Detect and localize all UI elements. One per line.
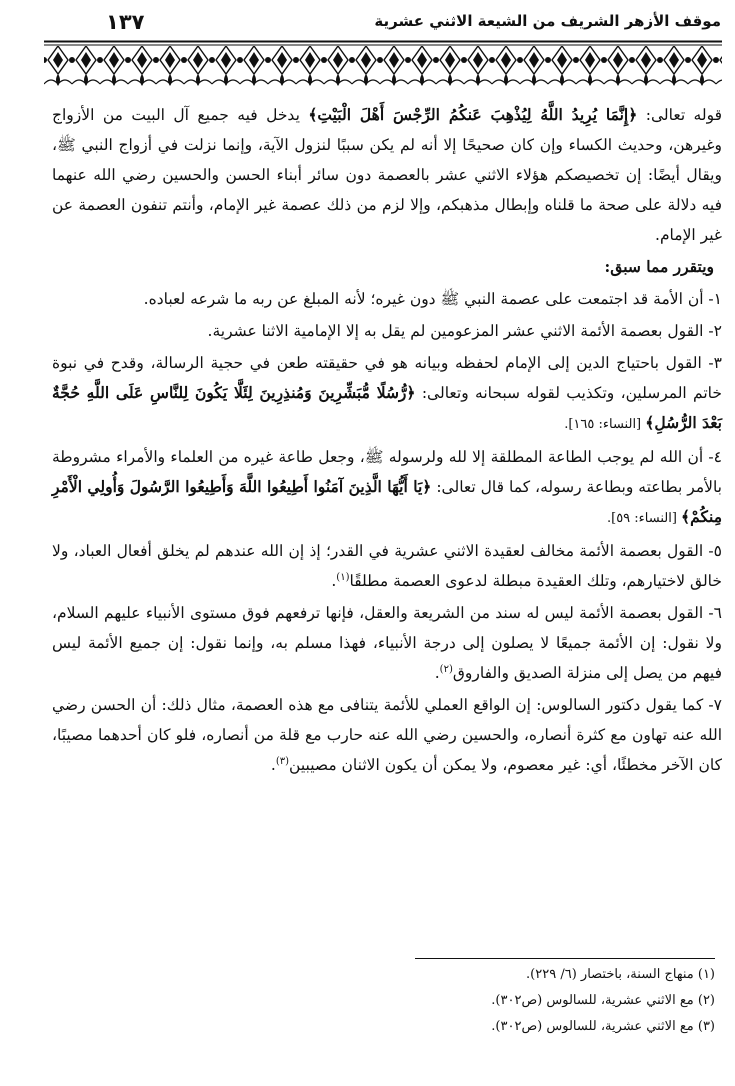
list-item-7 (52, 690, 722, 780)
quran-bracket-open: ﴿ (422, 477, 432, 496)
paragraph-1-text-b: فيه دلالة على صحة ما قلناه وإبطال مذهبكم، وإلا لزم من ذلك عصمة غير الإمام، وأنتم تنفون العصمة عن غير الإمام. (52, 196, 722, 244)
footnote-divider (415, 958, 715, 959)
list-item-3 (52, 348, 722, 440)
quran-bracket-open: ﴿ (628, 105, 638, 124)
verse-intro: قوله تعالى: (637, 106, 723, 124)
list-item-1: ١- أن الأمة قد اجتمعت على عصمة النبي ﷺ دون غيره؛ لأنه المبلغ عن ربه ما شرعه لعباده. (143, 290, 722, 308)
list-item-5-text: ٥- القول بعصمة الأئمة مخالف لعقيدة الاثني عشرية في القدر؛ إذ إن الله عندهم لم يخلق أفعال العباد، ولا خالق لاختيارهم، وتلك العقيدة مبطلة لدعوى العصمة مطلقًا (52, 542, 722, 590)
verse-reference: [النساء: ١٦٥]. (564, 417, 646, 432)
list-item-5 (52, 536, 722, 596)
footnote-1: (١) منهاج السنة، باختصار (٦/ ٢٢٩). (526, 967, 715, 982)
ornamental-border-icon (44, 40, 722, 90)
list-item-7-end: . (270, 756, 276, 774)
quran-verse: إِنَّمَا يُرِيدُ اللَّهُ لِيُذْهِبَ عَنكُمُ الرِّجْسَ أَهْلَ الْبَيْتِ (317, 105, 629, 124)
footnote-2: (٢) مع الاثني عشرية، للسالوس (ص٣٠٢). (491, 993, 715, 1008)
quran-verse: رُّسُلًا مُّبَشِّرِينَ وَمُنذِرِينَ لِئَلَّا يَكُونَ لِلنَّاسِ عَلَى اللَّهِ حُجَّةٌ بَعْدَ الرُّسُلِ (52, 383, 722, 432)
running-header (44, 4, 721, 38)
main-text (52, 100, 722, 780)
footnote-marker: (٢) (439, 663, 453, 675)
footnote-marker: (٣) (275, 755, 290, 767)
list-item-5-end: . (331, 572, 337, 590)
list-item-7-text-c: حارب مع قلة من أنصاره، فلو كان أحدهما مصيبًا، كان الآخر مخطئًا، أي: غير معصوم، ولا يمكن أن يكون الاثنان مصيبين (52, 726, 722, 774)
paragraph-1 (52, 100, 722, 250)
quran-bracket-close: ﴾ (681, 507, 691, 526)
list-item-3-text: ٣- القول باحتياج الدين إلى الإمام لحفظه وبيانه هو في حقيقته طعن في حجية الرسالة، وقدح في نبوة خاتم المرسلين، وتكذيب لقوله سبحانه وتعالى: (52, 354, 722, 402)
verse-reference: [النساء: ٥٩]. (606, 511, 682, 526)
running-title: موقف الأزهر الشريف من الشيعة الاثني عشرية (374, 12, 721, 30)
quran-bracket-open: ﴿ (406, 383, 416, 402)
page-number: ١٣٧ (106, 10, 145, 34)
subheading: ويتقرر مما سبق: (604, 257, 714, 276)
list-item-6-text: ٦- القول بعصمة الأئمة ليس له سند من الشريعة والعقل، فإنها ترفعهم فوق مستوى الأنبياء عليهم السلام، ولا نقول: إن الأئمة جميعًا لا يصلون إلى درجة الأنبياء، فهذا مسلم به، وإنما نقول: إن جميع الأئمة ليس فيهم من يصل إلى منزلة الصديق والفاروق (52, 604, 722, 682)
honorific: رضي الله عنه (368, 726, 457, 744)
footnotes (215, 962, 715, 1040)
footnote-3: (٣) مع الاثني عشرية، للسالوس (ص٣٠٢). (491, 1019, 715, 1034)
list-item-7-text-b: تهاون مع كثرة أنصاره، والحسين (456, 726, 673, 744)
footnote-marker: (١) (336, 571, 350, 583)
list-item-4 (52, 442, 722, 534)
honorific: رضي الله عنه (52, 696, 722, 744)
paragraph-1-text-a: يدخل فيه جميع آل البيت من الأزواج وغيرهن، وحديث الكساء وإن كان صحيحًا إلا أنه لم يكن سببًا لنزول الآية، وإنما نزلت في أزواج النبي ﷺ، ويقال أيضًا: إن تخصيصكم هؤلاء الاثني عشر بالعصمة دون سائر أبناء الحسن والحسين (52, 106, 722, 184)
list-item-7-text-a: ٧- كما يقول دكتور السالوس: إن الواقع العملي للأئمة يتنافى مع هذه العصمة، مثال ذلك: أن الحسن (85, 696, 722, 714)
quran-bracket-close: ﴾ (645, 413, 655, 432)
list-item-4-text: ٤- أن الله لم يوجب الطاعة المطلقة إلا لله ولرسوله ﷺ، وجعل طاعة غيره من العلماء والأمراء مشروطة بالأمر بطاعته وبطاعة رسوله، كما قال تعالى: (52, 448, 722, 496)
quran-bracket-close: ﴾ (308, 105, 318, 124)
honorific: رضي الله عنهما (52, 166, 156, 184)
list-item-2: ٢- القول بعصمة الأئمة الاثني عشر المزعومين لم يقل به إلا الإمامية الاثنا عشرية. (207, 322, 722, 340)
quran-verse: يَا أَيُّهَا الَّذِينَ آمَنُوا أَطِيعُوا اللَّهَ وَأَطِيعُوا الرَّسُولَ وَأُولِي الْأَمْرِ مِنكُمْ (52, 477, 722, 526)
list-item-6 (52, 598, 722, 688)
list-item-6-end: . (434, 664, 440, 682)
